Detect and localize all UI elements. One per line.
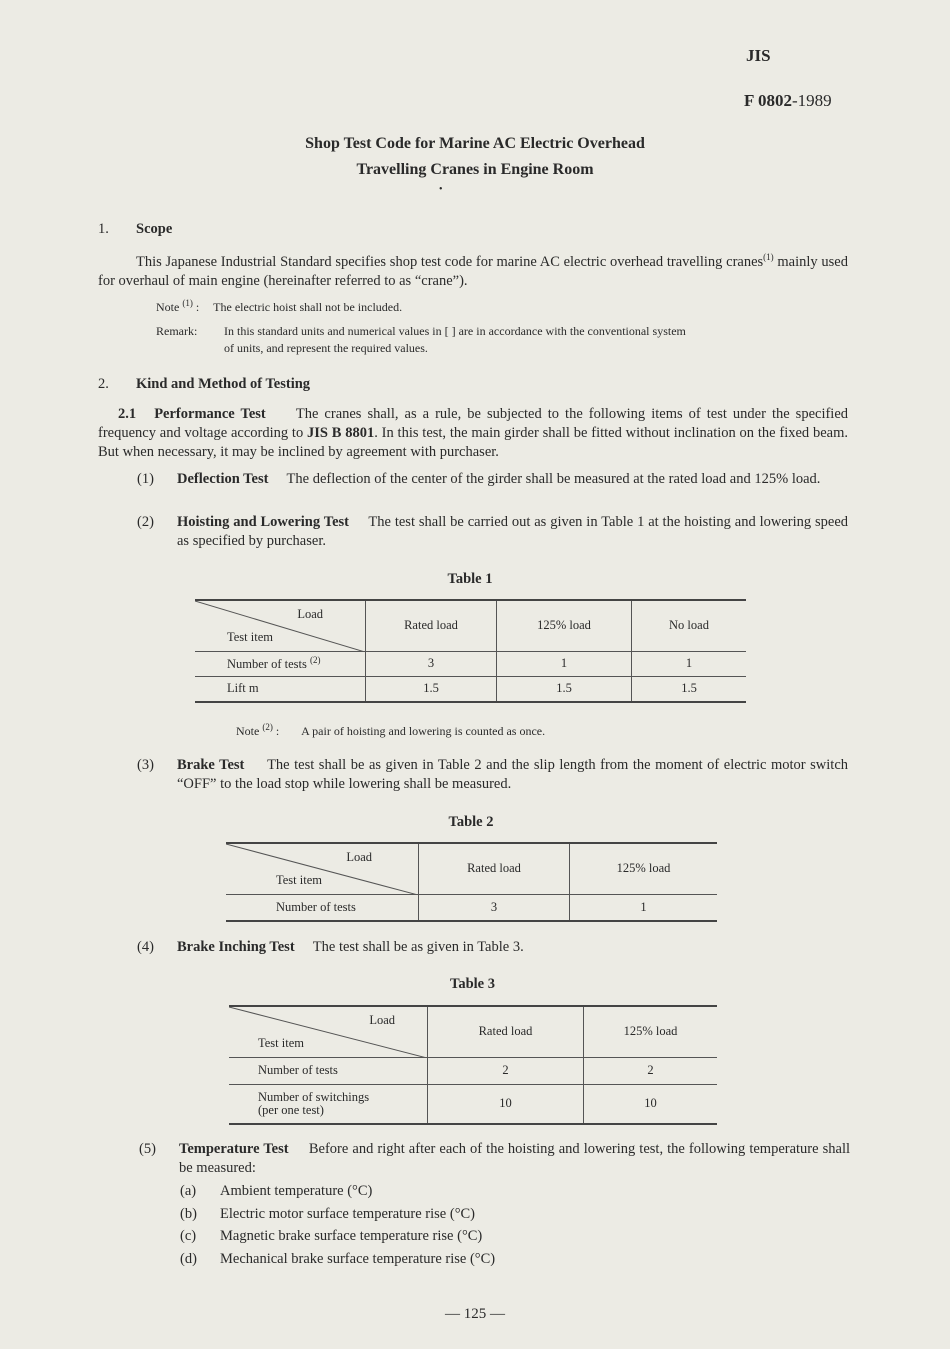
corner-load-label: Load (369, 1013, 395, 1027)
remark-label: Remark: (156, 324, 198, 338)
table-cell: 2 (584, 1057, 718, 1084)
table-cell: 10 (428, 1084, 584, 1124)
title-mark: • (439, 184, 443, 195)
temperature-item: (a) Ambient temperature (°C) (180, 1183, 373, 1199)
table-1-note: Note $^{(2)}$ : A pair of hoisting and lowering is counted as once. (236, 722, 546, 738)
table-1-header: No load (632, 600, 747, 651)
table-3-header: 125% load (584, 1006, 718, 1057)
table-cell: 10 (584, 1084, 718, 1124)
table-cell: 1.5 (497, 676, 632, 702)
corner-diagonal (226, 844, 418, 895)
table-1-header: Rated load (366, 600, 497, 651)
corner-test-item-label: Test item (276, 872, 322, 887)
table-row (195, 651, 746, 676)
table-cell: 1.5 (632, 676, 747, 702)
temperature-item: (d) Mechanical brake surface temperature rise (°C) (180, 1251, 496, 1267)
table-row (195, 676, 746, 702)
jis-mark: JIS (746, 46, 771, 65)
row-label: Number of tests (226, 894, 419, 921)
table-row (229, 1084, 717, 1124)
table-cell: 1.5 (366, 676, 497, 702)
table-cell: 1 (570, 894, 718, 921)
item-brake-inching-test: (4) Brake Inching Test The test shall be as given in Table 3. (137, 939, 524, 955)
table-1 (195, 599, 746, 703)
table-3-corner (229, 1006, 428, 1057)
corner-load-label: Load (346, 850, 372, 864)
table-1-caption: Table 1 (447, 571, 493, 587)
table-2-corner (226, 843, 419, 894)
remark-text: In this standard units and numerical values in [ ] are in accordance with the conventional system of units, and represent the required values. (224, 324, 686, 355)
table-2-header: Rated load (419, 843, 570, 894)
temperature-item: (c) Magnetic brake surface temperature rise (°C) (180, 1228, 483, 1244)
title-line-1: Shop Test Code for Marine AC Electric Overhead (305, 135, 645, 152)
table-cell: 3 (366, 651, 497, 676)
table-2 (226, 842, 717, 922)
section-1-heading: 1. Scope (98, 221, 173, 237)
title-line-2: Travelling Cranes in Engine Room (356, 161, 594, 178)
item-temperature-test: (5) Temperature Test Before and right after each of the hoisting and lowering test, the following temperature shall be measured: (139, 1141, 851, 1176)
table-1-header: 125% load (497, 600, 632, 651)
standard-number (744, 91, 832, 111)
page-number: — 125 — (445, 1306, 505, 1322)
table-row (229, 1057, 717, 1084)
table-3-header: Rated load (428, 1006, 584, 1057)
table-row (226, 894, 717, 921)
table-3 (229, 1005, 717, 1125)
table-cell: 3 (419, 894, 570, 921)
corner-diagonal (195, 601, 365, 652)
corner-load-label: Load (297, 607, 323, 621)
standard-year: -1989 (792, 91, 832, 110)
item-brake-test: (3) Brake Test The test shall be as given in Table 2 and the slip length from the moment of electric motor switch “OFF” to the load stop while lowering shall be measured. (137, 757, 849, 792)
item-deflection-test: (1) Deflection Test The deflection of the center of the girder shall be measured at the rated load and 125% load. (137, 471, 821, 487)
row-label: Number of tests (229, 1057, 428, 1084)
table-cell: 1 (497, 651, 632, 676)
corner-test-item-label: Test item (227, 629, 273, 644)
table-2-caption: Table 2 (448, 814, 494, 830)
table-2-header: 125% load (570, 843, 718, 894)
row-label: Number of switchings (per one test) (229, 1084, 428, 1124)
table-1-corner (195, 600, 366, 651)
item-hoisting-lowering-test: (2) Hoisting and Lowering Test The test shall be carried out as given in Table 1 at the hoisting and lowering speed as specified by purchaser. (137, 514, 849, 549)
performance-test-paragraph: 2.1 Performance Test The cranes shall, as a rule, be subjected to the following items of test under the specified frequency and voltage according to JIS B 8801. In this test, the main girder shall be fitted without inclination on the fixed beam. But when necessary, it may be inclined by agreement with purchaser. (98, 406, 849, 460)
scope-paragraph: This Japanese Industrial Standard specifies shop test code for marine AC electric overhead travelling cranes$^{(1)}$ mainly used for overhaul of main engine (hereinafter referred to as “crane”). (98, 252, 848, 289)
scope-note: Note $^{(1)}$ : The electric hoist shall not be included. (156, 298, 403, 314)
section-2-heading: 2. Kind and Method of Testing (98, 376, 311, 392)
table-cell: 2 (428, 1057, 584, 1084)
table-3-caption: Table 3 (450, 976, 495, 992)
temperature-item: (b) Electric motor surface temperature rise (°C) (180, 1206, 475, 1222)
row-label: Lift m (195, 676, 366, 702)
standard-code: F 0802 (744, 91, 793, 110)
table-cell: 1 (632, 651, 747, 676)
corner-test-item-label: Test item (258, 1035, 304, 1050)
row-label: Number of tests $^{(2)}$ (195, 651, 366, 676)
